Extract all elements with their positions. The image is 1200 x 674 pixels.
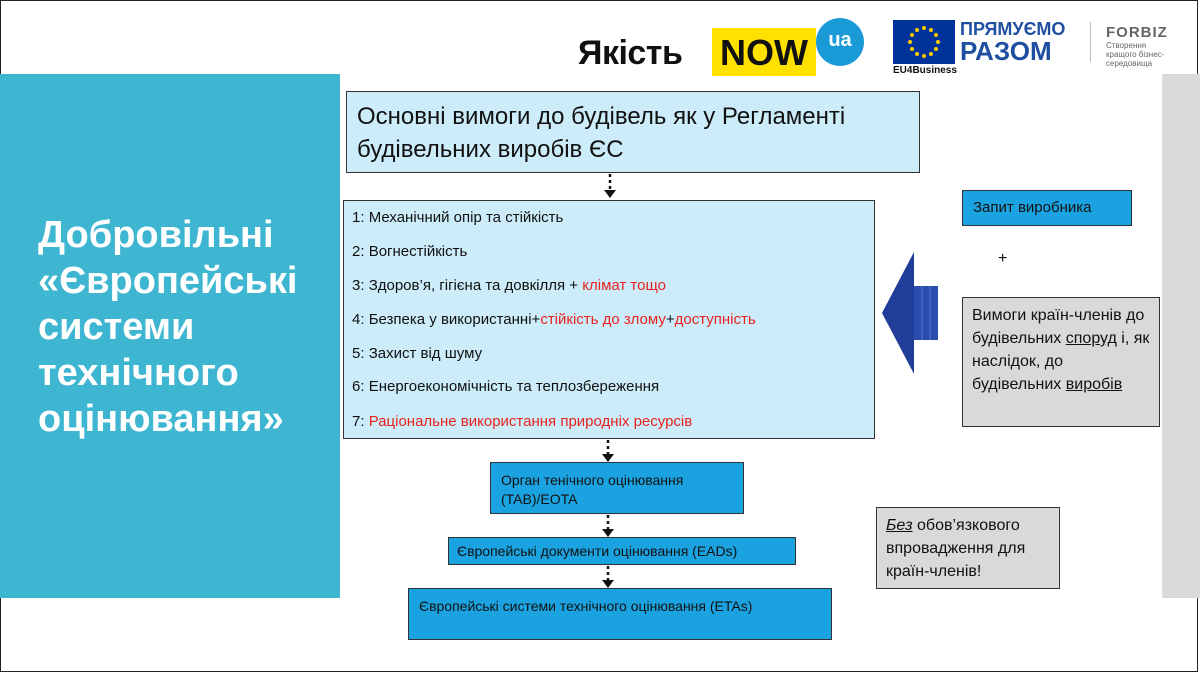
member-text: Вимоги країн-членів до будівельних: [972, 307, 1145, 347]
requirement-number: 2:: [352, 243, 365, 260]
ua-badge: ua: [816, 18, 864, 66]
forbiz-logo: [1106, 24, 1176, 68]
requirement-number: 7:: [352, 413, 365, 430]
member-underline-2: виробів: [1065, 376, 1123, 393]
member-states-box: [962, 297, 1160, 427]
no-obligation-emphasis: Без: [886, 517, 913, 534]
requirement-text: Захист від шуму: [368, 345, 483, 362]
dotted-arrow-down-icon: [598, 564, 618, 590]
requirement-item: [352, 311, 756, 328]
now-badge: NOW: [712, 28, 816, 76]
requirement-highlight: клімат тощо: [582, 277, 666, 294]
requirement-highlight: доступність: [674, 311, 756, 328]
requirement-number: 3:: [352, 277, 365, 294]
dotted-arrow-down-icon: [598, 513, 618, 539]
member-underline-1: споруд: [1065, 330, 1117, 347]
requirement-text: Безпека у використанні+: [368, 311, 541, 328]
main-requirements-box: Основні вимоги до будівель як у Регламенті будівельних виробів ЄС: [346, 91, 920, 173]
slide-title: Добровільні «Європейські системи технічного оцінювання»: [38, 214, 298, 440]
requirement-item: [352, 209, 563, 226]
requirement-text: Енергоекономічність та теплозбереження: [368, 378, 660, 395]
requirement-number: 1:: [352, 209, 365, 226]
requirements-list: [343, 200, 875, 439]
tab-eota-box: Орган тенічного оцінювання (TAB)/EOTA: [490, 462, 744, 514]
pryam-line2: РАЗОМ: [960, 36, 1052, 66]
requirement-highlight: Раціональне використання природніх ресурсів: [368, 413, 693, 430]
member-text: і, як наслідок, до будівельних: [972, 330, 1150, 393]
plus-sign: +: [998, 250, 1008, 267]
pryamuemo-razom-logo: [960, 18, 1066, 66]
requirement-item: [352, 277, 666, 294]
requirement-highlight: стійкість до злому: [540, 311, 666, 328]
eu4business-caption: EU4Business: [893, 65, 957, 76]
requirement-number: 6:: [352, 378, 365, 395]
requirement-text: +: [665, 311, 675, 328]
requirement-number: 4:: [352, 311, 365, 328]
logo-divider: [1090, 22, 1091, 62]
pryam-line1: ПРЯМУЄМО: [960, 19, 1066, 39]
dotted-arrow-down-icon: [600, 172, 620, 200]
forbiz-name: FORBIZ: [1106, 24, 1168, 41]
requirement-item: [352, 243, 467, 260]
requirement-item: [352, 378, 659, 395]
requirement-text: Вогнестійкість: [368, 243, 468, 260]
requirement-text: Здоров’я, гігієна та довкілля +: [368, 277, 579, 294]
ead-box: Європейські документи оцінювання (EADs): [448, 537, 796, 565]
dotted-arrow-down-icon: [598, 438, 618, 464]
left-arrow-icon: [882, 252, 938, 374]
requirement-item: [352, 413, 692, 430]
eta-box: Європейські системи технічного оцінювання (ETAs): [408, 588, 832, 640]
forbiz-tagline: Створення кращого бізнес-середовища: [1106, 41, 1165, 68]
right-gray-bar: [1162, 74, 1200, 598]
eu-flag-icon: [893, 20, 955, 64]
requirement-text: Механічний опір та стійкість: [368, 209, 564, 226]
no-obligation-text: обов’язкового впровадження для країн-членів!: [886, 517, 1026, 580]
requirement-number: 5:: [352, 345, 365, 362]
manufacturer-request-box: Запит виробника: [962, 190, 1132, 226]
yakist-word: Якість: [578, 34, 683, 72]
no-obligation-box: [876, 507, 1060, 589]
requirement-item: [352, 345, 482, 362]
